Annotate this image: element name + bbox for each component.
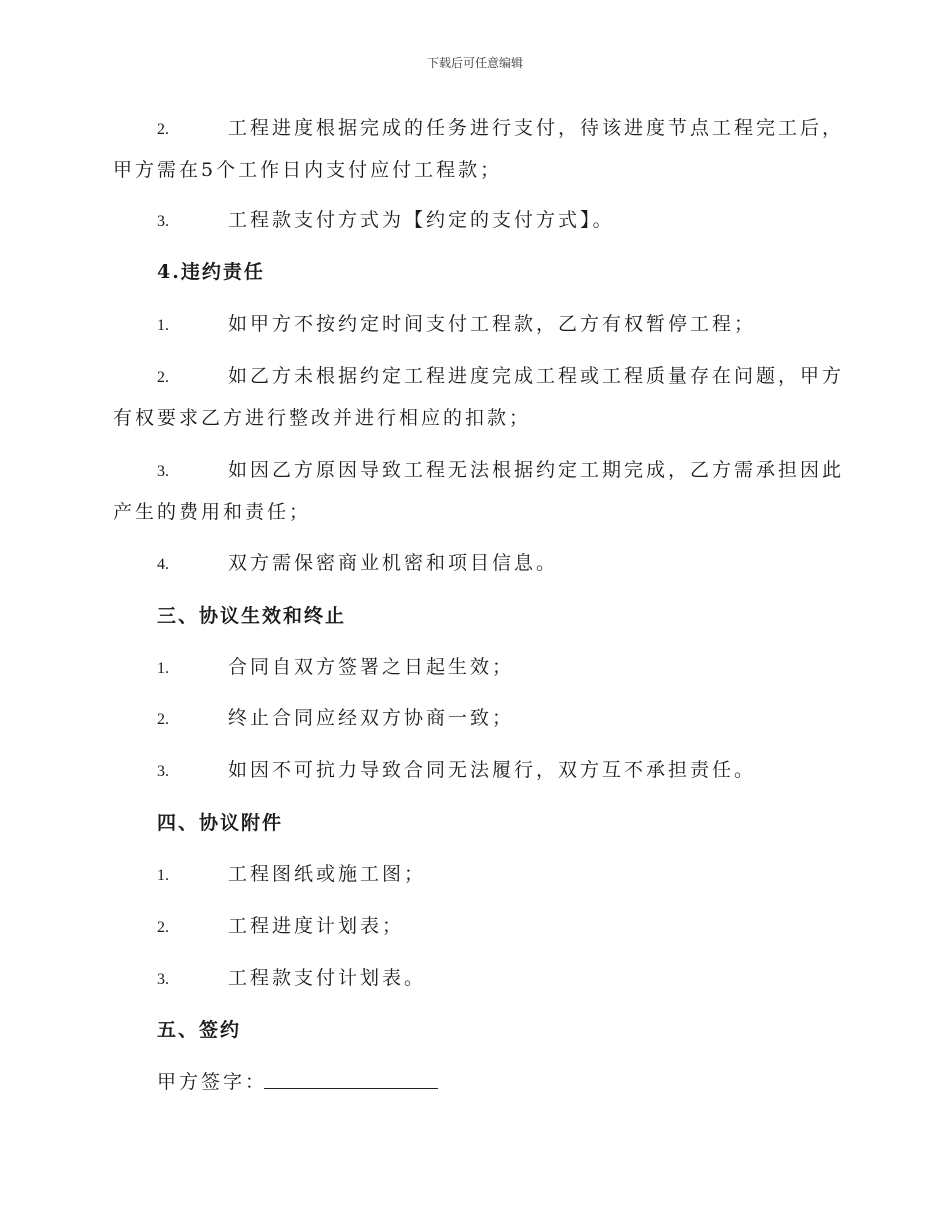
- section-heading: 五、签约: [157, 1019, 242, 1041]
- section-heading: 4.违约责任: [157, 261, 265, 283]
- section-heading: 四、协议附件: [157, 812, 284, 834]
- item-text-continuation: 甲方需在5个工作日内支付应付工程款；: [113, 159, 503, 181]
- item-text: 如因乙方原因导致工程无法根据约定工期完成，乙方需承担因此: [228, 459, 845, 481]
- item-number: 3.: [157, 763, 169, 780]
- item-number: 2.: [157, 369, 169, 386]
- item-text: 工程款支付方式为【约定的支付方式】。: [228, 209, 615, 231]
- item-number: 4.: [157, 556, 169, 573]
- item-text: 如因不可抗力导致合同无法履行，双方互不承担责任。: [228, 759, 757, 781]
- item-number: 3.: [157, 463, 169, 480]
- item-number: 2.: [157, 121, 169, 138]
- item-text-continuation: 产生的费用和责任；: [113, 501, 312, 523]
- item-text-continuation: 有权要求乙方进行整改并进行相应的扣款；: [113, 407, 532, 429]
- item-number: 2.: [157, 711, 169, 728]
- item-text: 双方需保密商业机密和项目信息。: [228, 552, 559, 574]
- item-number: 3.: [157, 213, 169, 230]
- item-number: 1.: [157, 867, 169, 884]
- item-number: 1.: [157, 317, 169, 334]
- item-number: 1.: [157, 660, 169, 677]
- item-text: 工程进度根据完成的任务进行支付，待该进度节点工程完工后，: [228, 117, 845, 139]
- page-header: 下载后可任意编辑: [426, 56, 523, 70]
- signature-line: [264, 1088, 438, 1089]
- item-text: 如乙方未根据约定工程进度完成工程或工程质量存在问题，甲方: [228, 365, 845, 387]
- item-text: 如甲方不按约定时间支付工程款，乙方有权暂停工程；: [228, 313, 757, 335]
- section-heading: 三、协议生效和终止: [157, 605, 347, 627]
- item-text: 工程款支付计划表。: [228, 967, 427, 989]
- item-number: 2.: [157, 919, 169, 936]
- item-text: 工程图纸或施工图；: [228, 863, 427, 885]
- item-text: 终止合同应经双方协商一致；: [228, 707, 515, 729]
- item-text: 合同自双方签署之日起生效；: [228, 656, 515, 678]
- item-number: 3.: [157, 971, 169, 988]
- signature-label: 甲方签字：: [157, 1071, 268, 1093]
- item-text: 工程进度计划表；: [228, 915, 405, 937]
